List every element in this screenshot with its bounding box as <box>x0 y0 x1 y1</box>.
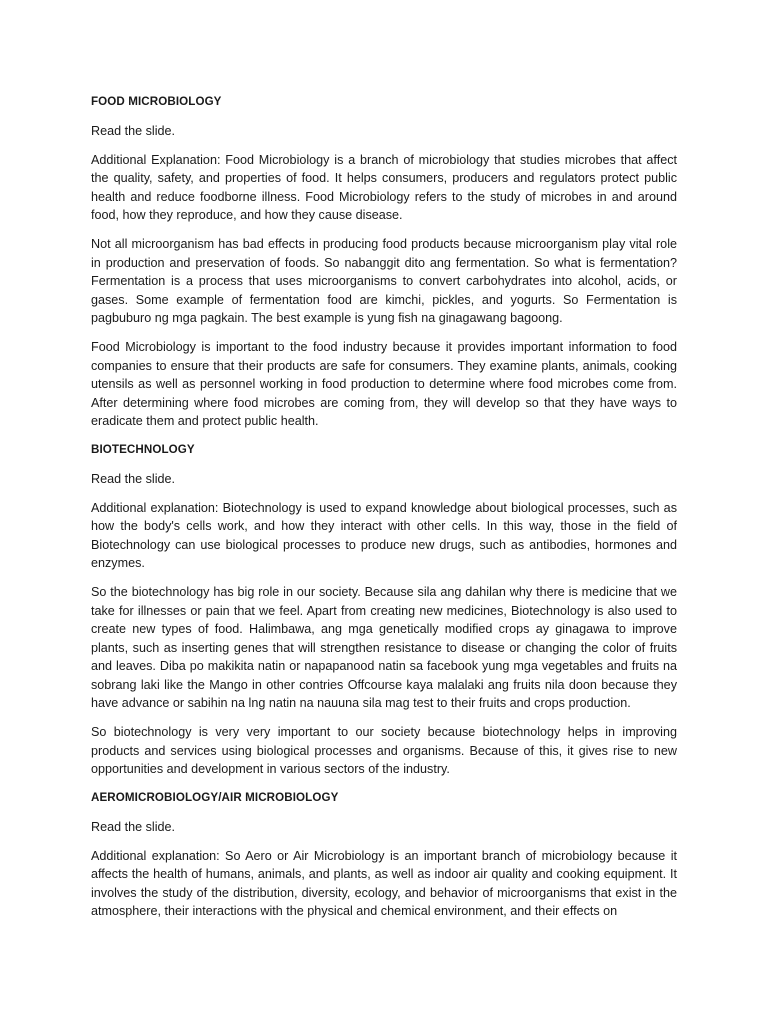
paragraph: Read the slide. <box>91 471 176 486</box>
paragraph: Read the slide. <box>91 123 176 138</box>
section-heading: AEROMICROBIOLOGY/AIR MICROBIOLOGY <box>91 791 339 804</box>
document-page <box>91 93 677 931</box>
paragraph: Not all microorganism has bad effects in producing food products because microorganism play vital role in production and preservation of foods. So nabanggit dito ang fermentation. So what is fermentation? Fermentation is a process that uses microorganisms to convert carbohydrates into alcohol, acids, or gases. Some example of fermentation food are kimchi, pickles, and yogurts. So Fermentation is pagbuburo ng mga pagkain. The best example is yung fish na ginagawang bagoong. <box>91 237 677 325</box>
paragraph: Additional explanation: So Aero or Air Microbiology is an important branch of microbiology because it affects the health of humans, animals, and plants, as well as indoor air quality and cooking equipment. It involves the study of the distribution, diversity, ecology, and behavior of microorganisms that exist in the atmosphere, their interactions with the physical and chemical environment, and their effects on <box>91 848 677 918</box>
section-biotechnology <box>91 441 677 779</box>
paragraph: So the biotechnology has big role in our society. Because sila ang dahilan why there is medicine that we take for illnesses or pain that we feel. Apart from creating new medicines, Biotechnology is also used to create new types of food. Halimbawa, ang mga genetically modified crops ay ginagawa to improve plants, such as inserting genes that will strengthen resistance to disease or changing the color of fruits and leaves. Diba po makikita natin or napapanood natin sa facebook yung mga vegetables and fruits na sobrang laki like the Mango in other contries Offcourse kaya malalaki ang fruits nila doon because they have advance or sabihin na lng natin na nauuna sila mag test to their fruits and crops production. <box>91 585 677 710</box>
section-food-microbiology <box>91 93 677 431</box>
paragraph: Read the slide. <box>91 819 176 834</box>
paragraph: Food Microbiology is important to the food industry because it provides important information to food companies to ensure that their products are safe for consumers. They examine plants, animals, cooking utensils as well as personnel working in food production to determine where food microbes come from. After determining where food microbes are coming from, they will develop so that they have ways to eradicate them and protect public health. <box>91 340 677 428</box>
section-heading: FOOD MICROBIOLOGY <box>91 95 222 108</box>
paragraph: Additional explanation: Biotechnology is used to expand knowledge about biological processes, such as how the body's cells work, and how they interact with other cells. In this way, those in the field of Biotechnology can use biological processes to produce new drugs, such as antibodies, hormones and enzymes. <box>91 500 677 570</box>
paragraph: Additional Explanation: Food Microbiology is a branch of microbiology that studies microbes that affect the quality, safety, and properties of food. It helps consumers, producers and regulators protect public health and reduce foodborne illness. Food Microbiology refers to the study of microbes in and around food, how they reproduce, and how they cause disease. <box>91 152 677 222</box>
section-aeromicrobiology <box>91 789 677 921</box>
section-heading: BIOTECHNOLOGY <box>91 443 195 456</box>
paragraph: So biotechnology is very very important to our society because biotechnology helps in improving products and services using biological processes and organisms. Because of this, it gives rise to new opportunities and development in various sectors of the industry. <box>91 725 677 776</box>
